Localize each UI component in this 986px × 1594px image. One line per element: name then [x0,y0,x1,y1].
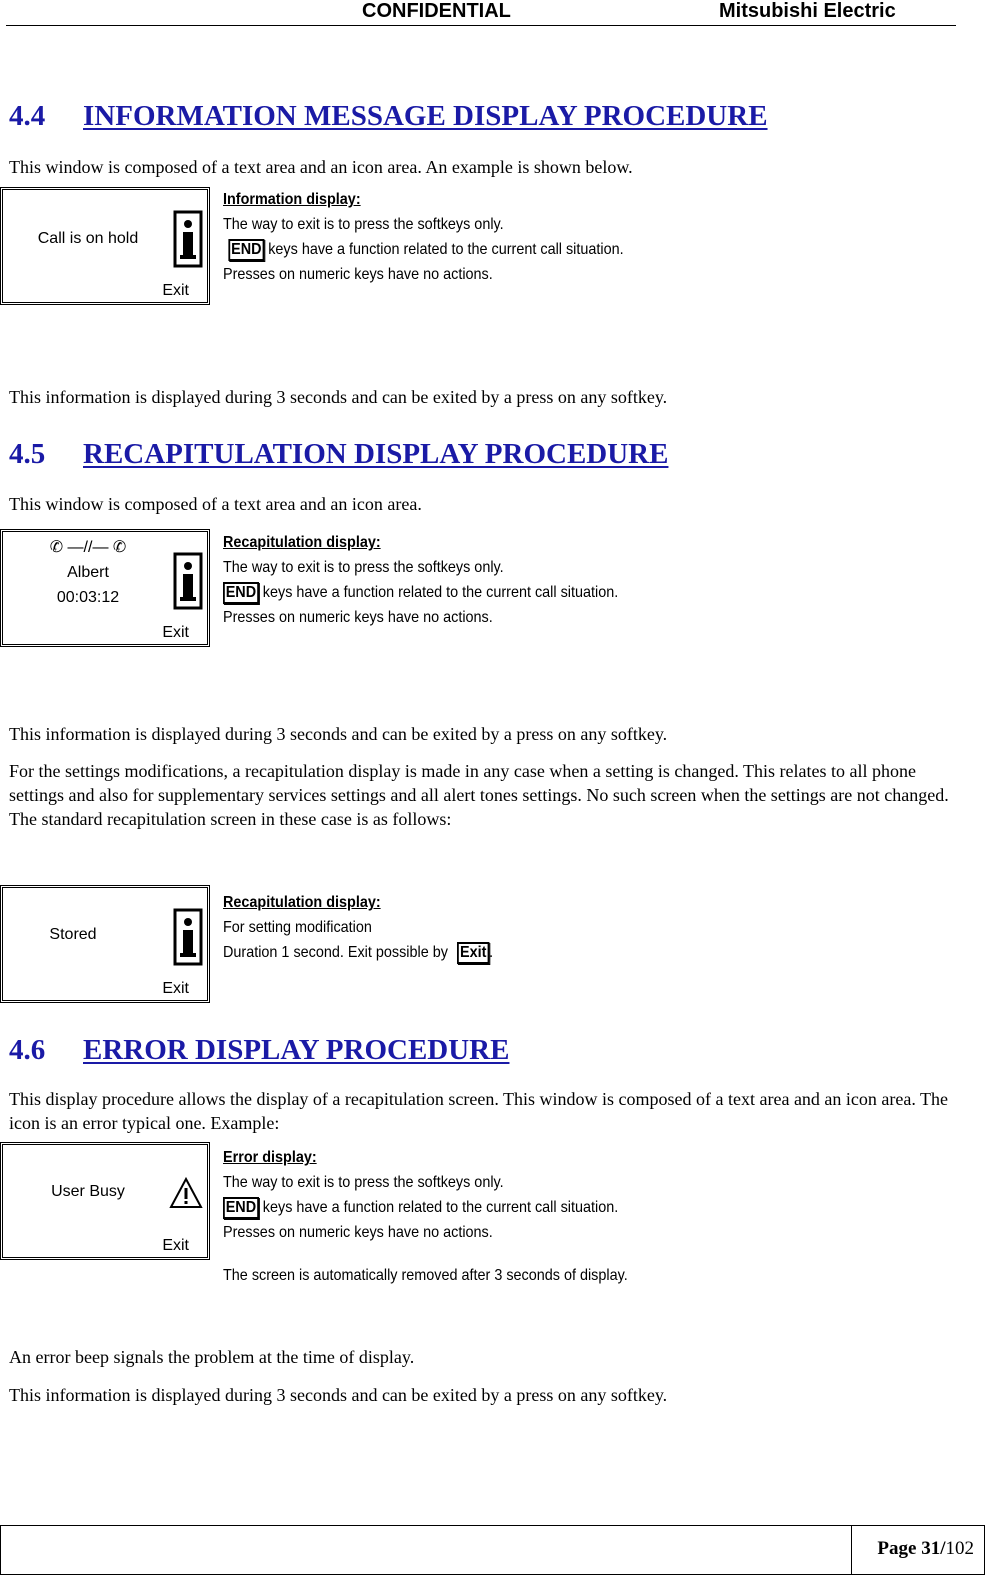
note-line: END keys have a function related to the current call situation. [223,580,618,605]
header-company: Mitsubishi Electric [719,0,896,22]
screen-text: Call is on hold [37,230,139,247]
section-number: 4.5 [9,438,46,470]
note-line: Duration 1 second. Exit possible by Exit . [223,940,493,965]
note-line: For setting modification [223,919,372,936]
paragraph: This information is displayed during 3 seconds and can be exited by a press on any softkey. [9,387,668,407]
phone-screen-stored [0,885,210,1003]
note-title: Error display: [223,1149,317,1166]
paragraph: This information is displayed during 3 seconds and can be exited by a press on any softkey. [9,724,668,744]
section-number: 4.6 [9,1034,46,1066]
note-recapitulation-settings [223,890,493,965]
note-title: Recapitulation display: [223,534,381,551]
end-key: END [223,582,259,604]
note-error-display [223,1145,628,1288]
note-line: The way to exit is to press the softkeys only. [223,216,504,233]
section-heading-4-5 [9,438,668,471]
note-line: Presses on numeric keys have no actions. [223,609,493,626]
note-title: Recapitulation display: [223,894,381,911]
info-icon [173,210,203,268]
info-icon [173,908,203,966]
note-information-display [223,187,624,287]
section-heading-4-4 [9,100,768,133]
paragraph: This display procedure allows the display of a recapitulation screen. This window is composed of a text area and an icon area. The icon is an error typical one. Example: [9,1089,949,1133]
paragraph: An error beep signals the problem at the time of display. [9,1347,415,1367]
note-line: The way to exit is to press the softkeys only. [223,1174,504,1191]
phone-screen-recap [0,529,210,647]
section-number: 4.4 [9,100,46,132]
softkey-exit[interactable]: Exit [162,282,189,299]
footer [0,1525,985,1575]
softkey-exit[interactable]: Exit [162,980,189,997]
softkey-exit[interactable]: Exit [162,1237,189,1254]
section-title: ERROR DISPLAY PROCEDURE [83,1034,510,1066]
end-key: END [228,239,264,261]
info-icon [173,552,203,610]
header-confidential: CONFIDENTIAL [362,0,511,22]
note-line: The screen is automatically removed after 3 seconds of display. [223,1267,628,1284]
end-key: END [223,1197,259,1219]
screen-text: User Busy [51,1183,125,1200]
paragraph: This window is composed of a text area and an icon area. [9,494,422,514]
screen-text: Stored [49,926,97,943]
paragraph: For the settings modifications, a recapitulation display is made in any case when a setting is changed. This relates to all phone settings and also for supplementary services settings and all alert tones settings. No such screen when the settings are not changed. The standard recapitulation screen in these case is as follows: [9,761,949,829]
note-line: Presses on numeric keys have no actions. [223,266,493,283]
note-recapitulation-display [223,530,618,630]
section-title: RECAPITULATION DISPLAY PROCEDURE [83,438,669,470]
phone-screen-info [0,187,210,305]
note-line: The way to exit is to press the softkeys only. [223,559,504,576]
footer-divider [851,1526,852,1574]
phone-screen-error [0,1142,210,1260]
note-line: END keys have a function related to the current call situation. [223,1195,628,1220]
warning-icon [169,1177,203,1209]
section-heading-4-6 [9,1034,509,1067]
screen-text: Albert [67,564,109,581]
exit-key: Exit [457,942,489,964]
note-title: Information display: [223,191,361,208]
header-rule [6,25,956,26]
softkey-exit[interactable]: Exit [162,624,189,641]
screen-text: 00:03:12 [56,589,120,606]
note-line: END keys have a function related to the current call situation. [223,237,624,262]
paragraph: This information is displayed during 3 seconds and can be exited by a press on any softkey. [9,1385,668,1405]
screen-text: ✆ —//— ✆ [49,539,127,556]
section-title: INFORMATION MESSAGE DISPLAY PROCEDURE [83,100,768,132]
note-line: Presses on numeric keys have no actions. [223,1224,493,1241]
paragraph: This window is composed of a text area and an icon area. An example is shown below. [9,157,633,177]
page-number: Page 31/102 [877,1538,974,1559]
